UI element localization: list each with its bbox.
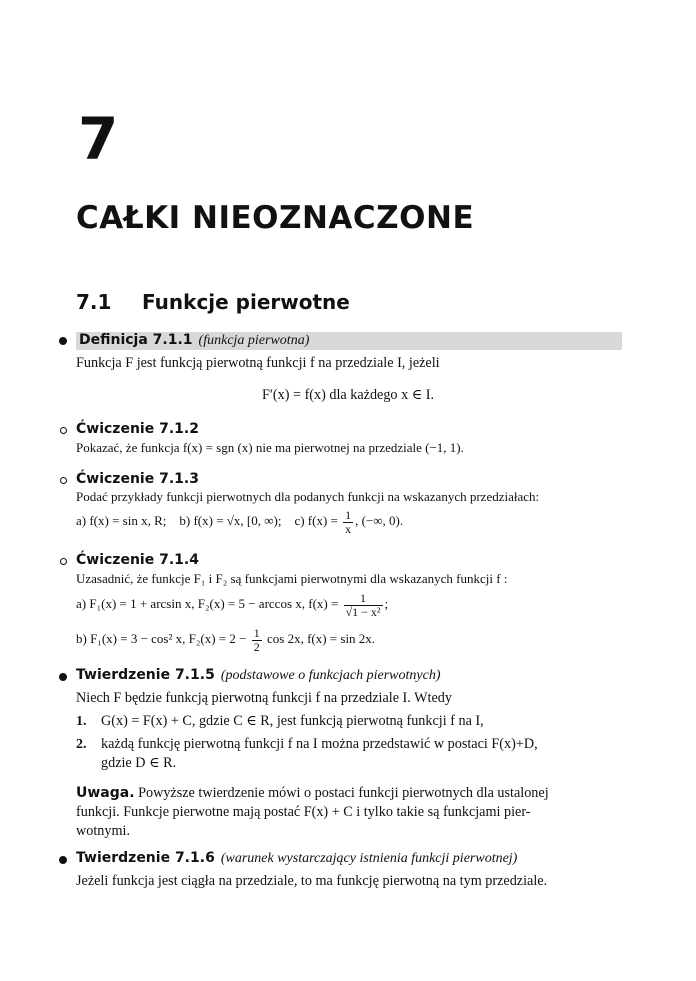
exercise-3-text: Podać przykłady funkcji pierwotnych dla podanych funkcji na wskazanych przedziałach: <box>76 489 540 504</box>
exercise-4-b-fraction <box>252 627 262 653</box>
chapter-number: 7 <box>78 105 119 173</box>
exercise-3-bullet-icon <box>60 477 67 484</box>
exercise-2-text: Pokazać, że funkcja f(x) = sgn (x) nie ma pierwotnej na przedziale (−1, 1). <box>76 440 464 455</box>
remark-line-3: wotnymi. <box>76 823 130 839</box>
exercise-4-a-post: ; <box>384 596 389 612</box>
theorem-5-item-2: każdą funkcję pierwotną funkcji f na I można przedstawić w postaci F(x)+D, <box>101 736 538 752</box>
theorem-5-item-1-number: 1. <box>76 714 87 729</box>
theorem-6-label: Twierdzenie 7.1.6 <box>76 850 215 866</box>
exercise-3-header: Ćwiczenie 7.1.3 <box>76 471 199 487</box>
exercise-2-bullet-icon <box>60 427 67 434</box>
theorem-5-tag: (podstawowe o funkcjach pierwotnych) <box>220 668 441 683</box>
exercise-3-item-c: c) f(x) = <box>294 513 338 529</box>
exercise-3-item-a: a) f(x) = sin x, R; <box>76 513 167 529</box>
theorem-5-header <box>76 667 441 684</box>
remark-label: Uwaga. <box>76 785 135 801</box>
remark-line-2: funkcji. Funkcje pierwotne mają postać F(x) + C i tylko takie są funkcjami pier- <box>76 804 531 820</box>
theorem-6-tag: (warunek wystarczający istnienia funkcji pierwotnej) <box>220 851 518 866</box>
exercise-4-b-num: 1 <box>253 626 260 640</box>
theorem-5-item-1: G(x) = F(x) + C, gdzie C ∈ R, jest funkcją pierwotną funkcji f na I, <box>101 713 484 729</box>
definition-text: Funkcja F jest funkcją pierwotną funkcji f na przedziale I, jeżeli <box>76 355 440 371</box>
theorem-6-text: Jeżeli funkcja jest ciągła na przedziale, to ma funkcję pierwotną na tym przedziale. <box>76 873 548 889</box>
exercise-3-item-b: b) f(x) = √x, [0, ∞); <box>179 513 282 529</box>
exercise-3-frac-num: 1 <box>345 508 352 522</box>
exercise-4-header: Ćwiczenie 7.1.4 <box>76 552 199 568</box>
exercise-4-b-text: b) F₁(x) = 3 − cos² x, F₂(x) = 2 − <box>76 631 247 647</box>
theorem-5-text: Niech F będzie funkcją pierwotną funkcji f na przedziale I. Wtedy <box>76 690 452 706</box>
exercise-4-a-text: a) F₁(x) = 1 + arcsin x, F₂(x) = 5 − arccos x, f(x) = <box>76 596 339 612</box>
definition-header <box>79 332 309 349</box>
chapter-title: CAŁKI NIEOZNACZONE <box>76 200 475 236</box>
exercise-2-header: Ćwiczenie 7.1.2 <box>76 421 199 437</box>
definition-label: Definicja 7.1.1 <box>79 332 193 348</box>
exercise-4-b-post: cos 2x, f(x) = sin 2x. <box>266 631 376 647</box>
exercise-3-item-c-post: , (−∞, 0). <box>355 513 404 529</box>
section-name: Funkcje pierwotne <box>142 290 350 314</box>
definition-bullet-icon <box>59 337 67 345</box>
section-title <box>76 290 350 314</box>
exercise-3-frac-den: x <box>345 521 352 536</box>
exercise-3-items <box>76 509 403 535</box>
remark-line-1 <box>76 785 549 803</box>
exercise-4-a-den: √1 − x² <box>345 604 381 619</box>
theorem-5-item-2-number: 2. <box>76 737 87 752</box>
definition-formula: F′(x) = f(x) dla każdego x ∈ I. <box>261 387 435 403</box>
theorem-6-bullet-icon <box>59 856 67 864</box>
section-number: 7.1 <box>76 290 112 314</box>
remark-text-1: Powyższe twierdzenie mówi o postaci funkcji pierwotnych dla ustalonej <box>138 785 549 801</box>
theorem-6-header <box>76 850 517 867</box>
theorem-5-bullet-icon <box>59 673 67 681</box>
exercise-4-text: Uzasadnić, że funkcje F₁ i F₂ są funkcjami pierwotnymi dla wskazanych funkcji f : <box>76 571 508 586</box>
exercise-4-item-b <box>76 627 375 653</box>
exercise-4-b-den: 2 <box>253 639 260 654</box>
definition-tag: (funkcja pierwotna) <box>198 333 310 348</box>
exercise-4-bullet-icon <box>60 558 67 565</box>
theorem-5-item-2-cont: gdzie D ∈ R. <box>101 755 177 771</box>
exercise-4-a-num: 1 <box>360 591 367 605</box>
exercise-4-a-fraction <box>344 592 383 618</box>
theorem-5-label: Twierdzenie 7.1.5 <box>76 667 215 683</box>
exercise-4-item-a <box>76 592 388 618</box>
exercise-3-fraction <box>343 509 353 535</box>
